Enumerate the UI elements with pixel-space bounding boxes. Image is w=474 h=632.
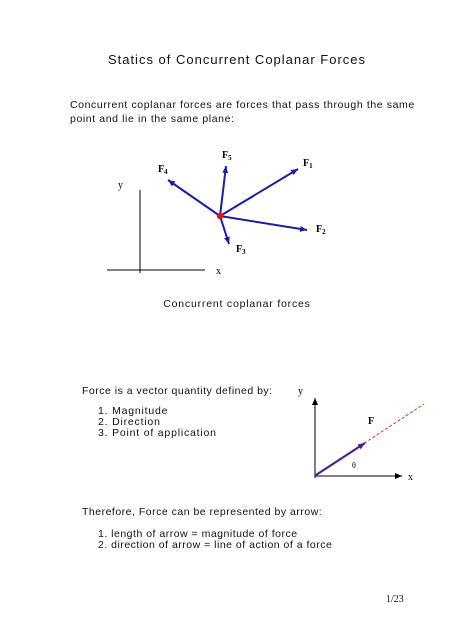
page-title: Statics of Concurrent Coplanar Forces xyxy=(107,52,367,67)
force-label-f4: $F_4$ xyxy=(158,164,168,176)
force-label-f2: $F_2$ xyxy=(316,224,326,236)
list-item: 1. length of arrow = magnitude of force xyxy=(98,528,298,540)
figure1-caption: Concurrent coplanar forces xyxy=(163,298,311,310)
force-vector-arrow xyxy=(316,443,365,475)
list-item: 2. Direction xyxy=(98,416,161,428)
force-arrow-f2 xyxy=(220,216,307,230)
force-label-f3: $F_3$ xyxy=(236,244,246,256)
list-item: 3. Point of application xyxy=(98,427,217,439)
force-arrow-f1 xyxy=(220,169,298,216)
fig1-x-label: x xyxy=(216,266,221,277)
force-arrow-f4 xyxy=(168,180,220,216)
vector-properties-list xyxy=(98,406,217,439)
list-item: 2. direction of arrow = line of action of a force xyxy=(98,539,333,551)
fig1-y-label: y xyxy=(118,180,123,191)
force-arrow-f5 xyxy=(220,166,226,216)
list-item: 1. Magnitude xyxy=(98,405,169,417)
fig2-x-label: x xyxy=(408,472,413,483)
force-label-f5: $F_5$ xyxy=(222,150,232,162)
angle-theta-label: θ xyxy=(352,461,356,470)
page-number: 1/23 xyxy=(386,594,404,605)
force-label-f1: $F_1$ xyxy=(303,158,313,170)
vector-intro-text: Force is a vector quantity defined by: xyxy=(82,385,273,397)
fig2-y-label: y xyxy=(298,386,303,397)
concurrency-point xyxy=(217,213,223,219)
arrow-intro-text: Therefore, Force can be represented by arrow: xyxy=(82,506,323,518)
force-vector-label: F xyxy=(368,416,375,427)
force-arrow-f3 xyxy=(220,216,229,244)
intro-paragraph: Concurrent coplanar forces are forces that pass through the same point and lie in the same plane: xyxy=(70,99,415,125)
arrow-properties-list xyxy=(98,529,332,551)
